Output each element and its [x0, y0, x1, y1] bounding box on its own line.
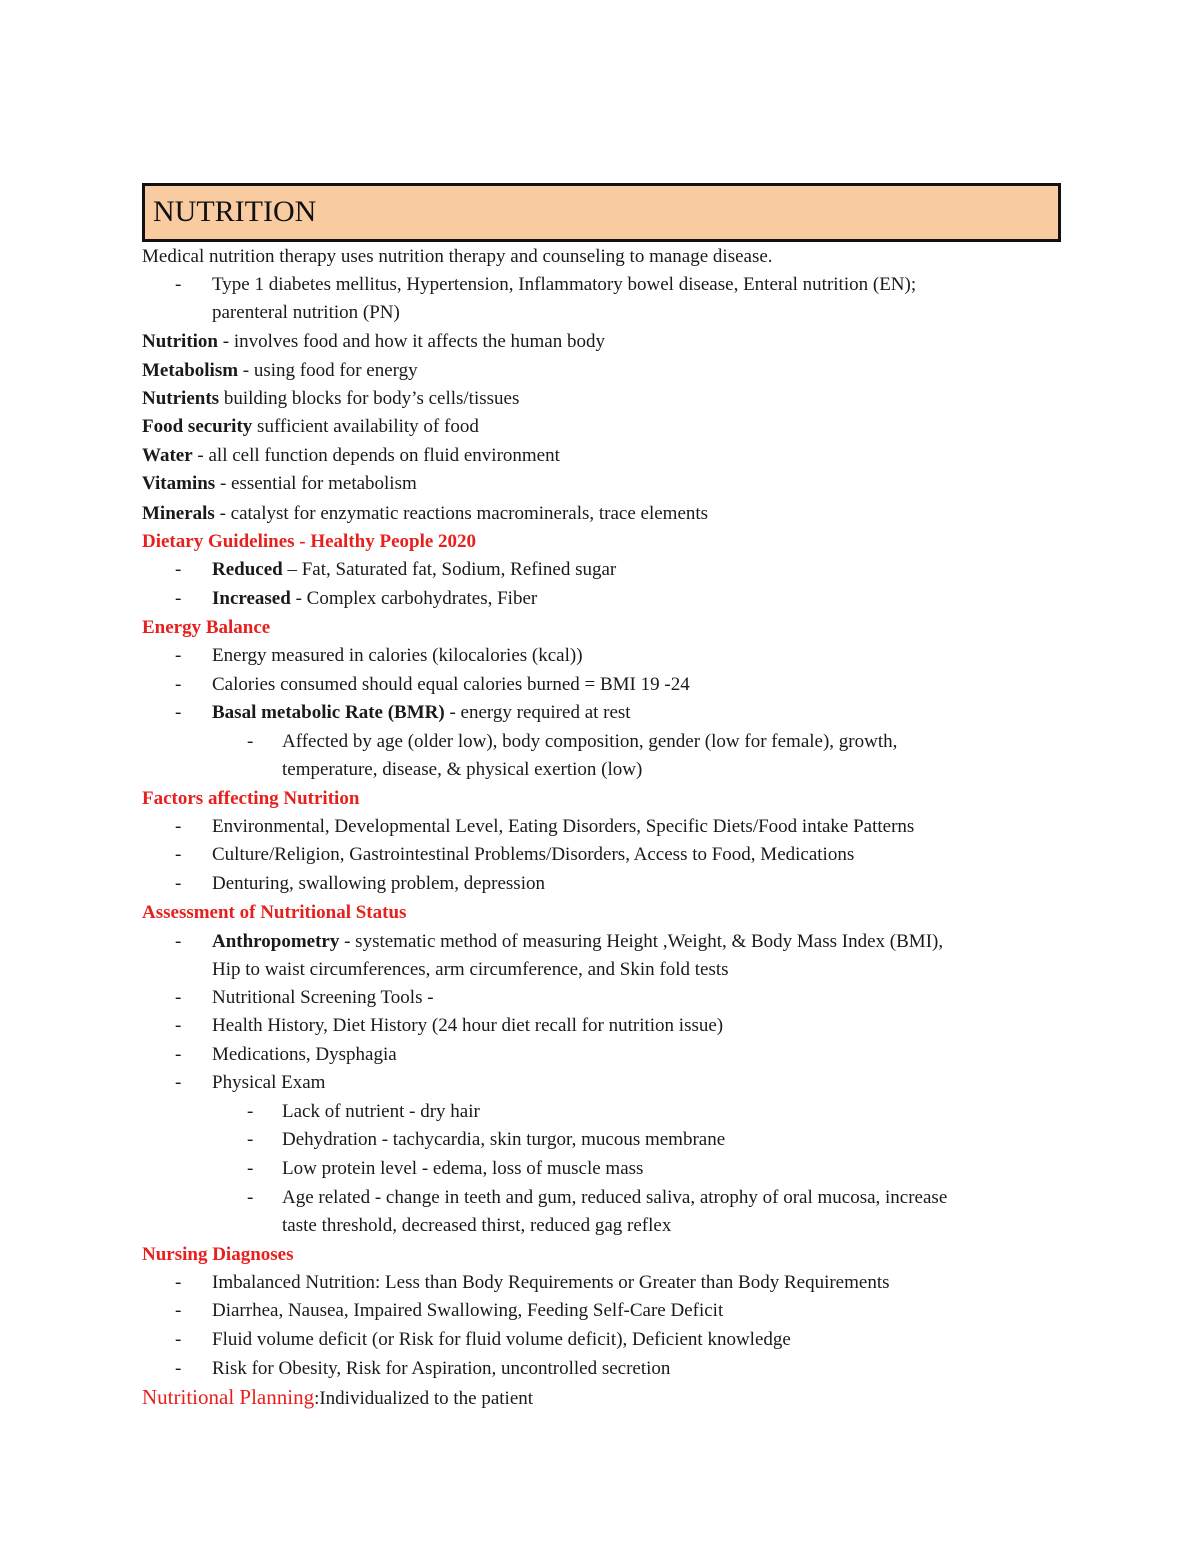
definition-text: - catalyst for enzymatic reactions macrominerals, trace elements [214, 503, 709, 524]
bullet-text: - energy required at rest [444, 702, 631, 723]
bullet-dash: - [175, 1272, 182, 1293]
intro-bullet-continued: parenteral nutrition (PN) [212, 302, 400, 323]
factors-item: Culture/Religion, Gastrointestinal Problems/Disorders, Access to Food, Medications [212, 844, 855, 865]
bullet-dash: - [175, 274, 182, 295]
assessment-anthropometry [212, 930, 943, 954]
section-heading-planning: Nutritional Planning [142, 1385, 315, 1409]
bullet-dash: - [175, 702, 182, 723]
bullet-term: Anthropometry [212, 931, 340, 952]
energy-item: Energy measured in calories (kilocalories (kcal)) [212, 645, 583, 666]
definition-term: Nutrition [142, 331, 218, 352]
bullet-dash: - [175, 588, 182, 609]
section-heading-dietary: Dietary Guidelines - Healthy People 2020 [142, 531, 477, 552]
definition-text: - using food for energy [238, 360, 418, 381]
definition-nutrition [142, 330, 605, 354]
exam-item: Lack of nutrient - dry hair [282, 1101, 480, 1122]
diagnoses-item: Fluid volume deficit (or Risk for fluid volume deficit), Deficient knowledge [212, 1329, 791, 1350]
definition-text: - essential for metabolism [215, 473, 417, 494]
assessment-item: Health History, Diet History (24 hour diet recall for nutrition issue) [212, 1015, 724, 1036]
definition-water [142, 444, 560, 468]
energy-sub-item: Affected by age (older low), body composition, gender (low for female), growth, [282, 731, 898, 752]
assessment-item: Physical Exam [212, 1072, 326, 1093]
factors-item: Denturing, swallowing problem, depression [212, 873, 545, 894]
bullet-text: - Complex carbohydrates, Fiber [290, 588, 538, 609]
bullet-dash: - [175, 1072, 182, 1093]
definition-vitamins [142, 472, 417, 496]
diagnoses-item: Risk for Obesity, Risk for Aspiration, uncontrolled secretion [212, 1358, 671, 1379]
definition-metabolism [142, 359, 418, 383]
exam-item-continued: taste threshold, decreased thirst, reduced gag reflex [282, 1215, 672, 1236]
assessment-anthropometry-continued: Hip to waist circumferences, arm circumference, and Skin fold tests [212, 959, 729, 980]
definition-nutrients [142, 387, 519, 411]
section-planning [142, 1385, 533, 1411]
section-heading-factors: Factors affecting Nutrition [142, 788, 360, 809]
energy-bmr [212, 701, 631, 725]
bullet-term: Reduced [212, 559, 283, 580]
dietary-reduced [212, 558, 616, 582]
diagnoses-item: Diarrhea, Nausea, Impaired Swallowing, Feeding Self-Care Deficit [212, 1300, 724, 1321]
bullet-text: - systematic method of measuring Height ,Weight, & Body Mass Index (BMI), [339, 931, 944, 952]
definition-term: Food security [142, 416, 253, 437]
definition-text: - all cell function depends on fluid environment [192, 445, 560, 466]
bullet-dash: - [175, 987, 182, 1008]
assessment-item: Medications, Dysphagia [212, 1044, 397, 1065]
sub-bullet-dash: - [247, 1187, 254, 1208]
definition-term: Nutrients [142, 388, 220, 409]
title-box [142, 183, 1061, 242]
definition-food-security [142, 415, 479, 439]
bullet-dash: - [175, 1044, 182, 1065]
section-heading-diagnoses: Nursing Diagnoses [142, 1244, 294, 1265]
bullet-dash: - [175, 1329, 182, 1350]
bullet-dash: - [175, 645, 182, 666]
bullet-term: Increased [212, 588, 291, 609]
bullet-text: – Fat, Saturated fat, Sodium, Refined sugar [282, 559, 617, 580]
sub-bullet-dash: - [247, 731, 254, 752]
bullet-dash: - [175, 674, 182, 695]
bullet-dash: - [175, 1300, 182, 1321]
diagnoses-item: Imbalanced Nutrition: Less than Body Requirements or Greater than Body Requirements [212, 1272, 890, 1293]
exam-item: Age related - change in teeth and gum, reduced saliva, atrophy of oral mucosa, increase [282, 1187, 948, 1208]
section-heading-energy: Energy Balance [142, 617, 271, 638]
definition-term: Metabolism [142, 360, 239, 381]
bullet-dash: - [175, 873, 182, 894]
definition-minerals [142, 502, 708, 526]
bullet-dash: - [175, 931, 182, 952]
factors-item: Environmental, Developmental Level, Eating Disorders, Specific Diets/Food intake Patterns [212, 816, 915, 837]
dietary-increased [212, 587, 537, 611]
bullet-dash: - [175, 1015, 182, 1036]
definition-text: - involves food and how it affects the human body [218, 331, 605, 352]
sub-bullet-dash: - [247, 1129, 254, 1150]
bullet-dash: - [175, 844, 182, 865]
bullet-dash: - [175, 559, 182, 580]
energy-item: Calories consumed should equal calories burned = BMI 19 -24 [212, 674, 690, 695]
definition-text: sufficient availability of food [252, 416, 479, 437]
intro-bullet: Type 1 diabetes mellitus, Hypertension, Inflammatory bowel disease, Enteral nutrition (EN); [212, 274, 917, 295]
definition-term: Water [142, 445, 193, 466]
definition-term: Vitamins [142, 473, 216, 494]
definition-text: building blocks for body’s cells/tissues [219, 388, 520, 409]
exam-item: Dehydration - tachycardia, skin turgor, mucous membrane [282, 1129, 726, 1150]
sub-bullet-dash: - [247, 1158, 254, 1179]
page-title: NUTRITION [153, 195, 317, 228]
bullet-term: Basal metabolic Rate (BMR) [212, 702, 445, 723]
intro-text: Medical nutrition therapy uses nutrition therapy and counseling to manage disease. [142, 246, 773, 267]
bullet-dash: - [175, 816, 182, 837]
energy-sub-item-continued: temperature, disease, & physical exertion (low) [282, 759, 643, 780]
sub-bullet-dash: - [247, 1101, 254, 1122]
section-heading-assessment: Assessment of Nutritional Status [142, 902, 407, 923]
exam-item: Low protein level - edema, loss of muscle mass [282, 1158, 644, 1179]
bullet-dash: - [175, 1358, 182, 1379]
planning-text: :Individualized to the patient [314, 1388, 534, 1409]
definition-term: Minerals [142, 503, 215, 524]
assessment-item: Nutritional Screening Tools - [212, 987, 434, 1008]
